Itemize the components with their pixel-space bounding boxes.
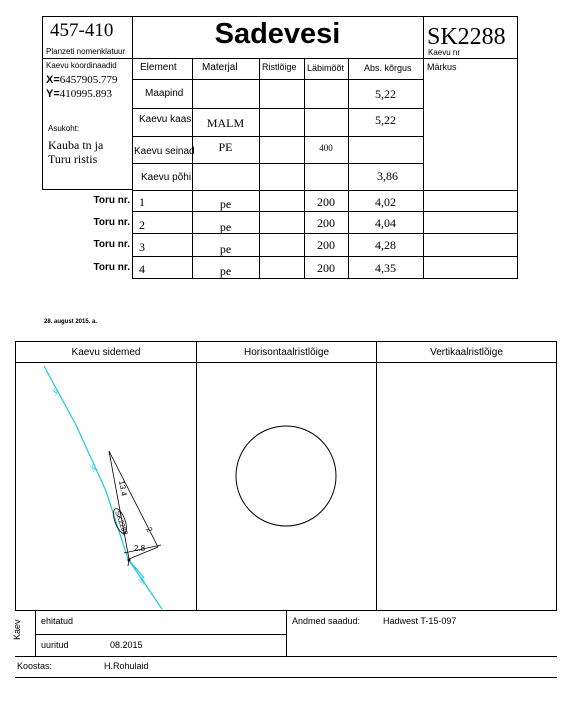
dimension-small: 2.8 bbox=[134, 544, 146, 553]
col-notes: Märkus bbox=[427, 62, 457, 72]
connections-sketch bbox=[16, 363, 196, 610]
pipe-label: Toru nr. bbox=[93, 195, 130, 206]
pipe-material: pe bbox=[219, 264, 232, 278]
dimension-long: 13.4 bbox=[117, 479, 129, 497]
y-coordinate: Y=410995.893 bbox=[46, 88, 113, 100]
pipe-diameter: 200 bbox=[317, 261, 335, 275]
pipe-label: Toru nr. bbox=[93, 239, 130, 250]
pipe-branch bbox=[128, 559, 144, 578]
pipe-diameter: 200 bbox=[317, 195, 335, 209]
x-coordinate: X=6457905.779 bbox=[46, 74, 118, 86]
pipe-diameter: 200 bbox=[317, 238, 335, 252]
col-diameter: Läbimõõt bbox=[307, 63, 345, 73]
col-material: Materjal bbox=[202, 62, 238, 73]
pipe-number: 4 bbox=[139, 262, 145, 276]
pipe-abs: 4,04 bbox=[375, 216, 396, 230]
page-title: Sadevesi bbox=[214, 18, 341, 50]
measured-date: 08.2015 bbox=[110, 640, 143, 650]
built-label: ehitatud bbox=[41, 616, 74, 626]
col-abs-height: Abs. kõrgus bbox=[364, 63, 412, 73]
row-material: MALM bbox=[206, 116, 245, 130]
row-label: Kaevu põhi bbox=[141, 172, 192, 183]
coords-label: Kaevu koordinaadid bbox=[46, 61, 117, 70]
pipe-abs: 4,28 bbox=[375, 238, 396, 252]
location-line-2: Turu ristis bbox=[48, 152, 98, 166]
pipe-diameter: 200 bbox=[317, 216, 335, 230]
row-label: Kaevu seinad bbox=[134, 146, 195, 157]
sheet-number: 457-410 bbox=[50, 20, 114, 41]
location-line-1: Kauba tn ja bbox=[48, 138, 104, 152]
well-outline-circle bbox=[236, 426, 336, 526]
data-source-value: Hadwest T-15-097 bbox=[383, 616, 457, 626]
row-label: Maapind bbox=[145, 88, 184, 99]
well-point bbox=[128, 559, 131, 562]
well-label: SK2288 bbox=[113, 510, 129, 537]
col-cross-section: Ristlõige bbox=[262, 62, 297, 72]
measured-label: uuritud bbox=[41, 640, 69, 650]
author-name: H.Rohulaid bbox=[104, 661, 149, 671]
pipe-material: pe bbox=[219, 197, 232, 211]
pipe-label: SK bbox=[136, 576, 147, 587]
data-source-label: Andmed saadud: bbox=[292, 616, 361, 626]
pipe-abs: 4,35 bbox=[375, 261, 396, 275]
pipe-line bbox=[44, 366, 162, 609]
panel-vertical-title: Vertikaalristlõige bbox=[430, 347, 503, 358]
pipe-label: SK bbox=[50, 387, 60, 398]
row-label: Kaevu kaas bbox=[139, 114, 192, 125]
row-diameter: 400 bbox=[319, 143, 333, 153]
col-element: Element bbox=[140, 62, 177, 73]
pipe-label: SK bbox=[88, 463, 97, 474]
row-abs: 3,86 bbox=[377, 169, 398, 183]
measure-line bbox=[109, 451, 158, 547]
measure-line bbox=[109, 451, 129, 559]
pipe-label: Toru nr. bbox=[93, 262, 130, 273]
row-abs: 5,22 bbox=[375, 87, 396, 101]
panel-connections-title: Kaevu sidemed bbox=[71, 347, 141, 358]
panel-horizontal-title: Horisontaalristlõige bbox=[243, 347, 330, 358]
row-abs: 5,22 bbox=[375, 113, 396, 127]
pipe-number: 2 bbox=[139, 218, 145, 232]
well-id: SK2288 bbox=[427, 24, 506, 50]
well-id-label: Kaevu nr bbox=[428, 48, 461, 57]
pipe-abs: 4,02 bbox=[375, 195, 396, 209]
pipe-material: pe bbox=[219, 242, 232, 256]
pipe-number: 3 bbox=[139, 240, 145, 254]
well-side-label: Kaev bbox=[12, 619, 22, 640]
row-material: PE bbox=[218, 140, 233, 154]
dimension-short: 2 bbox=[144, 525, 155, 534]
pipe-label: Toru nr. bbox=[93, 217, 130, 228]
pipe-material: pe bbox=[219, 220, 232, 234]
author-label: Koostas: bbox=[17, 661, 53, 671]
sheet-label: Planzeti nomenklatuur bbox=[46, 47, 126, 56]
pipe-number: 1 bbox=[139, 195, 145, 209]
location-label: Asukoht: bbox=[48, 124, 80, 133]
horizontal-section-drawing bbox=[197, 363, 376, 610]
document-date: 28. august 2015. a. bbox=[44, 319, 98, 325]
